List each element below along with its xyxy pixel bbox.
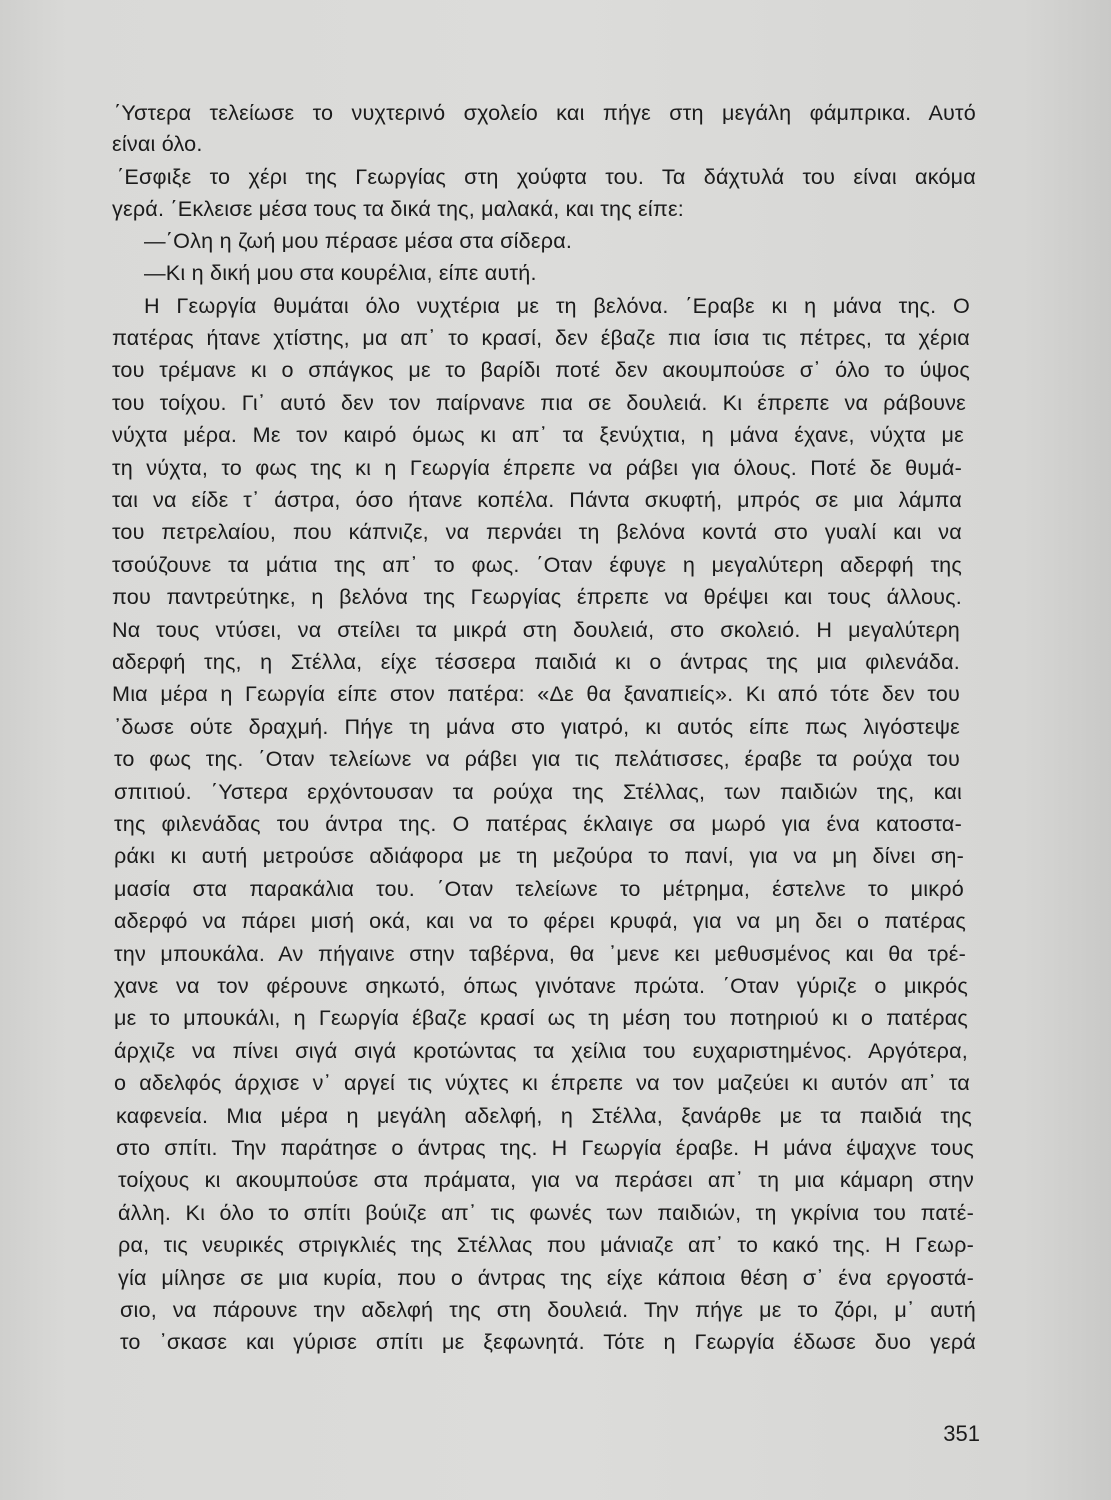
text-line: Να τους ντύσει, να στείλει τα μικρά στη δουλειά, στο σκολειό. Η μεγαλύτερη: [112, 617, 960, 642]
text-line: σιο, να πάρουνε την αδελφή της στη δουλειά. Την πήγε με το ζόρι, μ᾽ αυτή: [120, 1297, 976, 1322]
text-line: του τοίχου. Γι᾽ αυτό δεν τον παίρνανε πια σε δουλειά. Κι έπρεπε να ράβουνε: [112, 390, 966, 415]
text-line: στο σπίτι. Την παράτησε ο άντρας της. Η Γεωργία έραβε. Η μάνα έψαχνε τους: [116, 1135, 974, 1160]
text-line: τη νύχτα, το φως της κι η Γεωργία έπρεπε να ράβει για όλους. Ποτέ δε θυμά-: [112, 455, 962, 480]
text-line: τοίχους κι ακουμπούσε στα πράματα, για να περάσει απ᾽ τη μια κάμαρη στην: [118, 1167, 974, 1192]
text-line: την μπουκάλα. Αν πήγαινε στην ταβέρνα, θα ᾽μενε κει μεθυσμένος και θα τρέ-: [114, 941, 966, 966]
text-line: ο αδελφός άρχισε ν᾽ αργεί τις νύχτες κι έπρεπε να τον μαζεύει κι αυτόν απ᾽ τα: [114, 1070, 970, 1095]
text-line: χανε να τον φέρουνε σηκωτό, όπως γινότανε πρώτα. ΄Οταν γύριζε ο μικρός: [114, 973, 968, 998]
text-line: το φως της. ΄Οταν τελείωνε να ράβει για τις πελάτισσες, έραβε τα ρούχα του: [114, 746, 960, 771]
text-line: αδερφή της, η Στέλλα, είχε τέσσερα παιδιά κι ο άντρας της μια φιλενάδα.: [112, 649, 960, 674]
text-line: Η Γεωργία θυμάται όλο νυχτέρια με τη βελόνα. ΄Εραβε κι η μάνα της. Ο: [144, 293, 970, 318]
text-line: με το μπουκάλι, η Γεωργία έβαζε κρασί ως τη μέση του ποτηριού κι ο πατέρας: [114, 1005, 968, 1030]
text-line: Μια μέρα η Γεωργία είπε στον πατέρα: «Δε θα ξαναπιείς». Κι από τότε δεν του: [112, 681, 960, 706]
text-line: —΄Ολη η ζωή μου πέρασε μέσα στα σίδερα.: [144, 228, 573, 253]
text-line: ράκι κι αυτή μετρούσε αδιάφορα με τη μεζούρα το πανί, για να μη δίνει ση-: [114, 843, 964, 868]
text-line: ΄Εσφιξε το χέρι της Γεωργίας στη χούφτα του. Τα δάχτυλά του είναι ακόμα: [117, 164, 976, 189]
text-line: γερά. ΄Εκλεισε μέσα τους τα δικά της, μαλακά, και της είπε:: [112, 196, 684, 221]
text-line: —Κι η δική μου στα κουρέλια, είπε αυτή.: [144, 260, 537, 285]
text-line: ΄Υστερα τελείωσε το νυχτερινό σχολείο και πήγε στη μεγάλη φάμπρικα. Αυτό: [114, 100, 976, 125]
text-line: μασία στα παρακάλια του. ΄Οταν τελείωνε το μέτρημα, έστελνε το μικρό: [114, 876, 964, 901]
text-line: νύχτα μέρα. Με τον καιρό όμως κι απ᾽ τα ξενύχτια, η μάνα έχανε, νύχτα με: [112, 422, 964, 447]
text-line: καφενεία. Μια μέρα η μεγάλη αδελφή, η Στέλλα, ξανάρθε με τα παιδιά της: [116, 1103, 972, 1128]
page-number: 351: [943, 1421, 980, 1446]
text-line: της φιλενάδας του άντρα της. Ο πατέρας έκλαιγε σα μωρό για ένα κατοστα-: [114, 811, 962, 836]
text-line: άλλη. Κι όλο το σπίτι βούιζε απ᾽ τις φωνές των παιδιών, τη γκρίνια του πατέ-: [118, 1200, 974, 1225]
text-line: άρχιζε να πίνει σιγά σιγά κροτώντας τα χείλια του ευχαριστημένος. Αργότερα,: [114, 1038, 968, 1063]
text-line: ται να είδε τ᾽ άστρα, όσο ήτανε κοπέλα. Πάντα σκυφτή, μπρός σε μια λάμπα: [112, 487, 962, 512]
text-line: αδερφό να πάρει μισή οκά, και να το φέρει κρυφά, για να μη δει ο πατέρας: [114, 908, 966, 933]
text-line: σπιτιού. ΄Υστερα ερχόντουσαν τα ρούχα της Στέλλας, των παιδιών της, και: [114, 779, 962, 804]
text-line: του τρέμανε κι ο σπάγκος με το βαρίδι ποτέ δεν ακουμπούσε σ᾽ όλο το ύψος: [112, 357, 970, 382]
text-line: ᾽δωσε ούτε δραχμή. Πήγε τη μάνα στο γιατρό, κι αυτός είπε πως λιγόστεψε: [114, 714, 960, 739]
text-line: που παντρεύτηκε, η βελόνα της Γεωργίας έπρεπε να θρέψει και τους άλλους.: [112, 584, 962, 609]
text-line: τσούζουνε τα μάτια της απ᾽ το φως. ΄Οταν έφυγε η μεγαλύτερη αδερφή της: [112, 552, 962, 577]
text-line: το ᾽σκασε και γύρισε σπίτι με ξεφωνητά. Τότε η Γεωργία έδωσε δυο γερά: [120, 1329, 976, 1354]
text-line: πατέρας ήτανε χτίστης, μα απ᾽ το κρασί, δεν έβαζε πια ίσια τις πέτρες, τα χέρια: [112, 325, 970, 350]
text-line: του πετρελαίου, που κάπνιζε, να περνάει τη βελόνα κοντά στο γυαλί και να: [112, 519, 962, 544]
text-line: ρα, τις νευρικές στριγκλιές της Στέλλας που μάνιαζε απ᾽ το κακό της. Η Γεωρ-: [118, 1232, 974, 1257]
text-line: είναι όλο.: [112, 131, 203, 156]
text-line: γία μίλησε σε μια κυρία, που ο άντρας της είχε κάποια θέση σ᾽ ένα εργοστά-: [118, 1265, 974, 1290]
